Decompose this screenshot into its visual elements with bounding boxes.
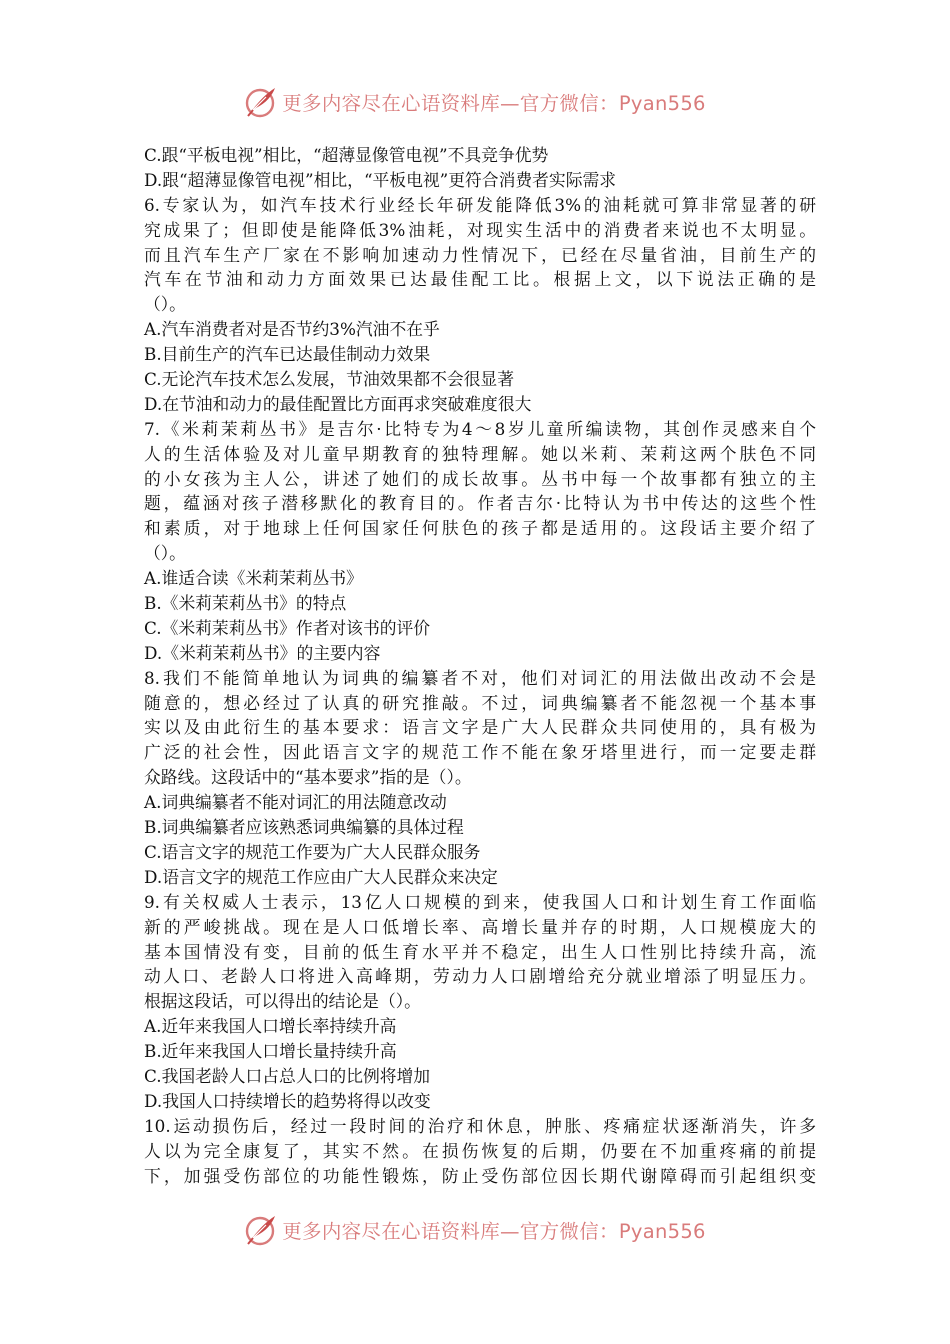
text-line: 动人口、老龄人口将进入高峰期，劳动力人口剧增给充分就业增添了明显压力。 [144, 966, 816, 987]
text-line: 下，加强受伤部位的功能性锻炼，防止受伤部位因长期代谢障碍而引起组织变 [144, 1165, 816, 1186]
document-body [144, 143, 816, 1188]
text-line: B.词典编纂者应该熟悉词典编纂的具体过程 [144, 817, 464, 838]
text-line: 随意的，想必经过了认真的研究推敲。不过，词典编纂者不能忽视一个基本事 [144, 692, 816, 713]
text-line: 广泛的社会性，因此语言文字的规范工作不能在象牙塔里进行，而一定要走群 [144, 742, 816, 763]
text-line: 的小女孩为主人公，讲述了她们的成长故事。丛书中每一个故事都有独立的主 [144, 468, 816, 489]
text-line: 和素质，对于地球上任何国家任何肤色的孩子都是适用的。这段话主要介绍了 [144, 518, 816, 539]
text-line: C.跟“平板电视”相比，“超薄显像管电视”不具竞争优势 [144, 145, 549, 165]
text-line: C.语言文字的规范工作要为广大人民群众服务 [144, 841, 481, 862]
text-line: （）。 [144, 294, 186, 315]
text-line: B.近年来我国人口增长量持续升高 [144, 1041, 397, 1062]
text-line: 究成果了；但即使是能降低3%油耗，对现实生活中的消费者来说也不太明显。 [144, 219, 816, 240]
text-line: 根据这段话，可以得出的结论是（）。 [144, 991, 421, 1012]
text-line: 人以为完全康复了，其实不然。在损伤恢复的后期，仍要在不加重疼痛的前提 [144, 1140, 816, 1161]
text-line: D.语言文字的规范工作应由广大人民群众来决定 [144, 866, 498, 887]
text-line: C.无论汽车技术怎么发展，节油效果都不会很显著 [144, 369, 514, 390]
text-line: D.在节油和动力的最佳配置比方面再求突破难度很大 [144, 393, 532, 414]
text-line: 基本国情没有变，目前的低生育水平并不稳定，出生人口性别比持续升高，流 [144, 941, 816, 962]
text-line: A.汽车消费者对是否节约3%汽油不在乎 [144, 319, 440, 340]
text-line: D.《米莉茉莉丛书》的主要内容 [144, 642, 381, 663]
text-line: 新的严峻挑战。现在是人口低增长率、高增长量并存的时期，人口规模庞大的 [144, 916, 816, 937]
text-line: 6.专家认为，如汽车技术行业经长年研发能降低3%的油耗就可算非常显著的研 [144, 194, 816, 215]
text-line: 人的生活体验及对儿童早期教育的独特理解。她以米莉、茉莉这两个肤色不同 [144, 443, 816, 464]
text-line: 9.有关权威人士表示，13亿人口规模的到来，使我国人口和计划生育工作面临 [144, 891, 816, 912]
text-line: A.近年来我国人口增长率持续升高 [144, 1016, 397, 1037]
text-line: D.跟“超薄显像管电视”相比，“平板电视”更符合消费者实际需求 [144, 169, 617, 190]
text-line: C.《米莉茉莉丛书》作者对该书的评价 [144, 617, 431, 638]
text-line: 汽车在节油和动力方面效果已达最佳配工比。根据上文，以下说法正确的是 [144, 269, 816, 290]
text-line: C.我国老龄人口占总人口的比例将增加 [144, 1065, 431, 1086]
text-line: B.《米莉茉莉丛书》的特点 [144, 593, 347, 614]
text-line: 8.我们不能简单地认为词典的编纂者不对，他们对词汇的用法做出改动不会是 [144, 667, 816, 688]
text-line: （）。 [144, 543, 186, 564]
header-banner [0, 82, 950, 122]
header-banner-text: 更多内容尽在心语资料库—官方微信：Pyan556 [282, 92, 706, 115]
text-line: 实以及由此衍生的基本要求：语言文字是广大人民群众共同使用的，具有极为 [144, 717, 816, 738]
text-line: 众路线。这段话中的“基本要求”指的是（）。 [144, 767, 472, 788]
text-line: D.我国人口持续增长的趋势将得以改变 [144, 1090, 431, 1111]
text-line: 7.《米莉茉莉丛书》是吉尔·比特专为4～8岁儿童所编读物，其创作灵感来自个 [144, 418, 816, 439]
text-line: A.谁适合读《米莉茉莉丛书》 [144, 568, 363, 589]
footer-banner [0, 1210, 950, 1250]
text-line: 而且汽车生产厂家在不影响加速动力性情况下，已经在尽量省油，目前生产的 [144, 244, 816, 265]
text-line: A.词典编纂者不能对词汇的用法随意改动 [144, 792, 447, 813]
text-line: B.目前生产的汽车已达最佳制动力效果 [144, 344, 431, 365]
text-line: 10.运动损伤后，经过一段时间的治疗和休息，肿胀、疼痛症状逐渐消失，许多 [144, 1115, 816, 1136]
text-line: 题，蕴涵对孩子潜移默化的教育目的。作者吉尔·比特认为书中传达的这些个性 [144, 493, 816, 514]
feather-quill-icon [244, 1213, 278, 1247]
footer-banner-text: 更多内容尽在心语资料库—官方微信：Pyan556 [282, 1220, 706, 1243]
feather-quill-icon [244, 85, 278, 119]
